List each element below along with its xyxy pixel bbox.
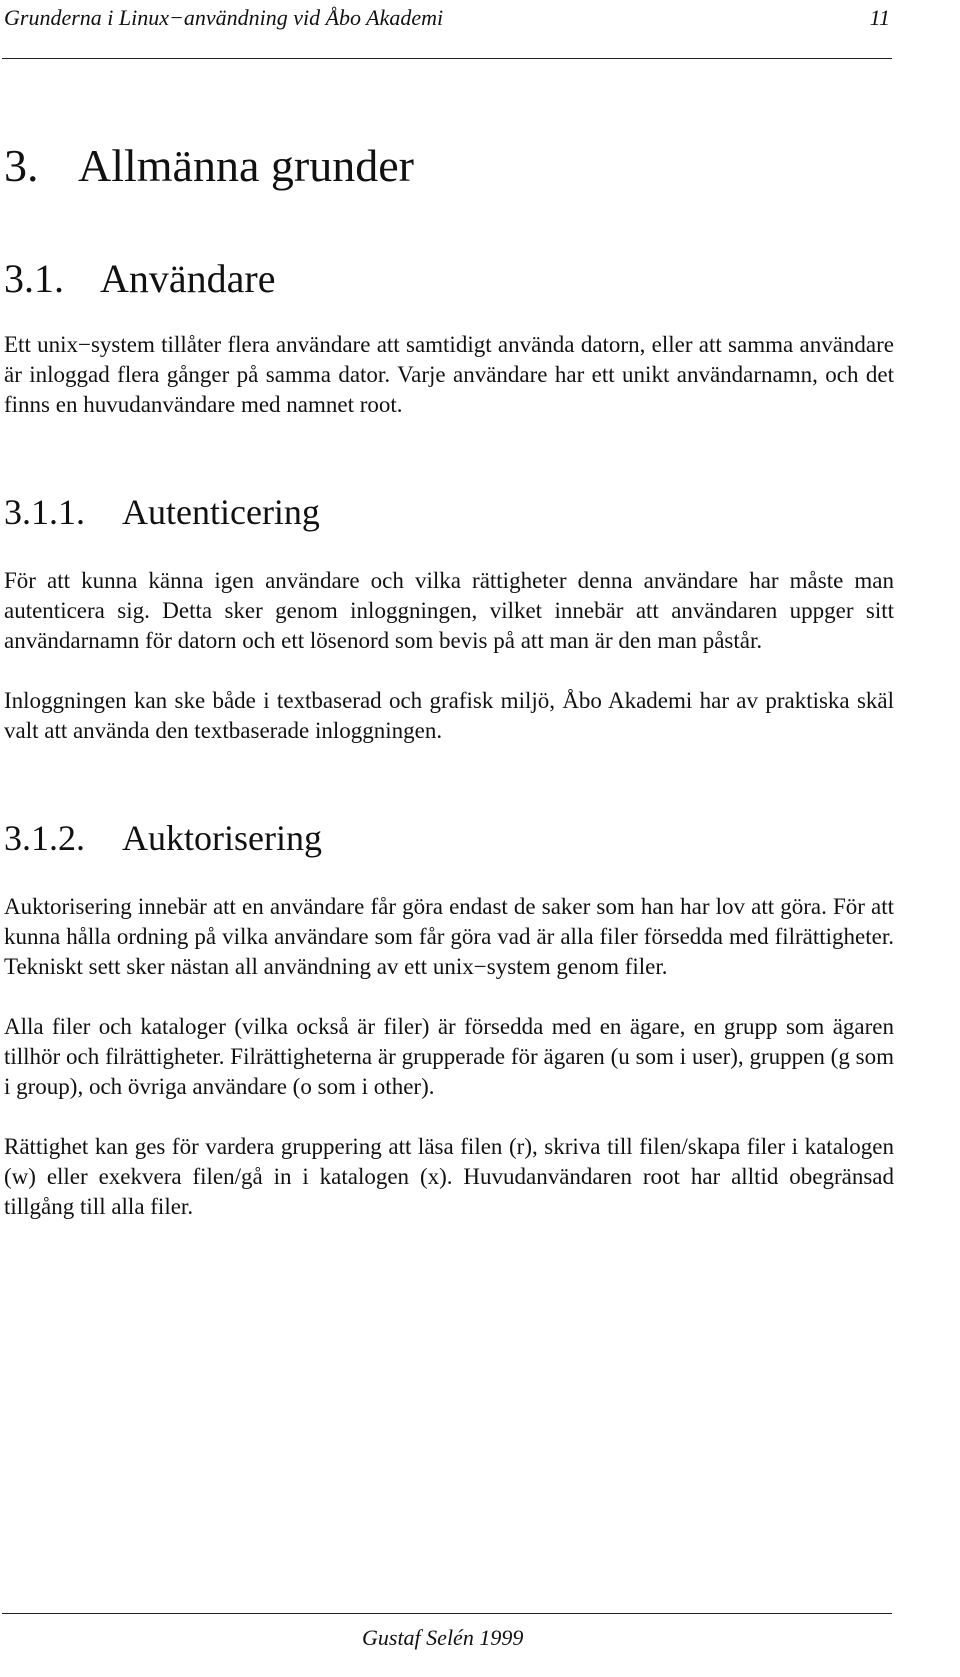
subsection-number: 3.1.2.	[4, 818, 85, 858]
section-paragraph: Ett unix−system tillåter flera användare att samtidigt använda datorn, eller att samma användare är inloggad flera gånger på samma dator. Varje användare har ett unikt användarnamn, och det finns en huvudanvändare med namnet root.	[4, 332, 894, 417]
subsection-title: Auktorisering	[122, 818, 322, 858]
subsection-title: Autenticering	[122, 492, 320, 532]
header-divider	[2, 58, 892, 59]
auktorisering-paragraph-3: Rättighet kan ges för vardera gruppering att läsa filen (r), skriva till filen/skapa filer i katalogen (w) eller exekvera filen/gå in i katalogen (x). Huvudanvändaren root har alltid obegränsad tillgång till alla filer.	[4, 1134, 894, 1219]
running-header	[4, 4, 890, 32]
subsection-heading-autenticering	[4, 490, 894, 534]
chapter-number: 3.	[4, 140, 39, 191]
footer-divider	[2, 1613, 892, 1614]
section-heading	[4, 256, 894, 302]
chapter-title: Allmänna grunder	[78, 140, 414, 191]
subsection-heading-auktorisering	[4, 816, 894, 860]
subsection-number: 3.1.1.	[4, 492, 85, 532]
auktorisering-paragraph-1: Auktorisering innebär att en användare får göra endast de saker som han har lov att göra. För att kunna hålla ordning på vilka användare som får göra vad är alla filer försedda med filrättigheter. Tekniskt sett sker nästan all användning av ett unix−system genom filer.	[4, 894, 894, 979]
autenticering-paragraph-2: Inloggningen kan ske både i textbaserad och grafisk miljö, Åbo Akademi har av praktiska skäl valt att använda den textbaserade inloggningen.	[4, 688, 894, 743]
header-title: Grunderna i Linux−användning vid Åbo Akademi	[4, 5, 444, 30]
page-number: 11	[869, 5, 890, 30]
autenticering-paragraph-1: För att kunna känna igen användare och vilka rättigheter denna användare har måste man autenticera sig. Detta sker genom inloggningen, vilket innebär att användaren uppger sitt användarnamn för datorn och ett lösenord som bevis på att man är den man påstår.	[4, 568, 894, 653]
footer-author: Gustaf Selén 1999	[362, 1625, 524, 1650]
page-body	[4, 138, 894, 1222]
section-number: 3.1.	[4, 256, 64, 301]
section-title: Användare	[100, 256, 276, 301]
chapter-heading	[4, 138, 894, 194]
auktorisering-paragraph-2: Alla filer och kataloger (vilka också är filer) är försedda med en ägare, en grupp som ägaren tillhör och filrättigheter. Filrättigheterna är grupperade för ägaren (u som i user), gruppen (g som i group), och övriga användare (o som i other).	[4, 1014, 894, 1099]
